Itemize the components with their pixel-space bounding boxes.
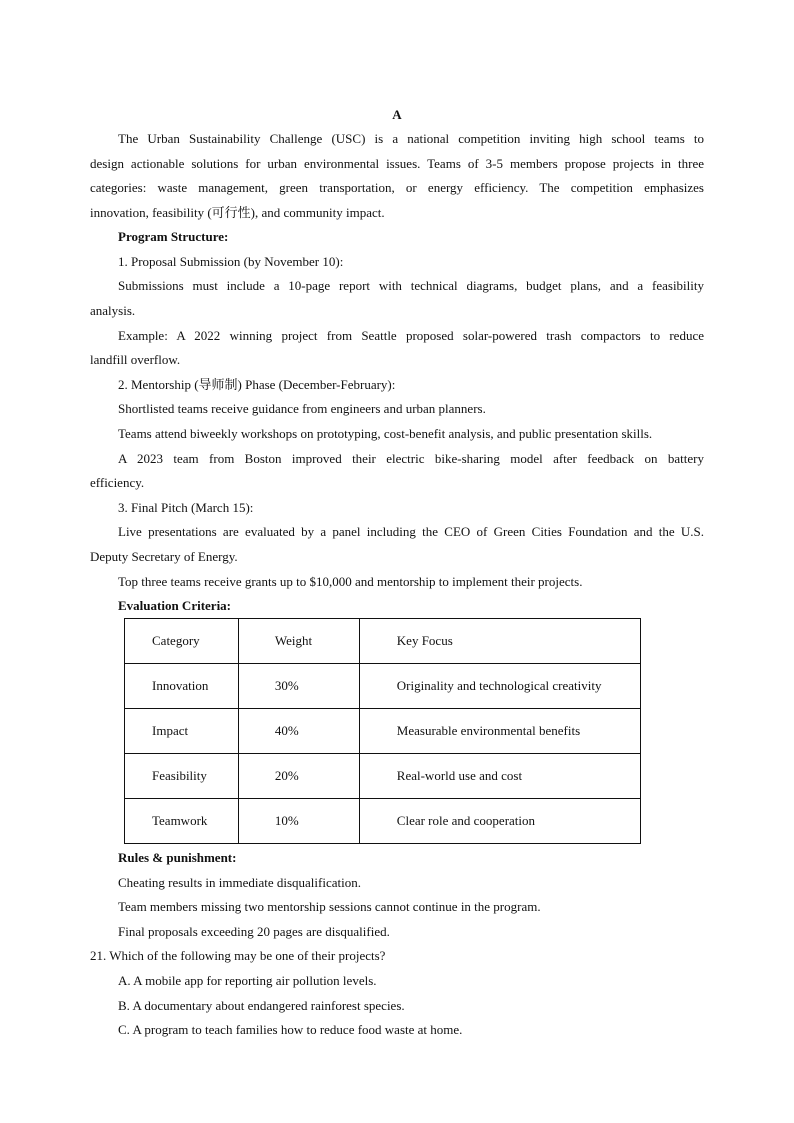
cell-key-focus: Real-world use and cost [359, 754, 640, 799]
table-row [125, 664, 641, 709]
cell-category: Feasibility [125, 754, 239, 799]
cell-category: Impact [125, 709, 239, 754]
section-2-para-c-line-2: efficiency. [90, 475, 145, 490]
cell-weight: 30% [238, 664, 359, 709]
program-structure-heading: Program Structure: [118, 229, 229, 244]
table-header-row [125, 619, 641, 664]
section-2-para-a: Shortlisted teams receive guidance from engineers and urban planners. [118, 401, 486, 416]
evaluation-criteria-heading: Evaluation Criteria: [118, 598, 232, 613]
table-row [125, 709, 641, 754]
cell-weight: 10% [238, 799, 359, 844]
question-stem: 21. Which of the following may be one of their projects? [90, 948, 386, 963]
intro-line-4: innovation, feasibility (可行性), and community impact. [90, 205, 385, 220]
section-3-para-b: Top three teams receive grants up to $10,000 and mentorship to implement their projects. [118, 574, 583, 589]
rule-3: Final proposals exceeding 20 pages are disqualified. [118, 924, 390, 939]
cell-weight: 20% [238, 754, 359, 799]
header-category: Category [125, 619, 239, 664]
intro-line-2: design actionable solutions for urban environmental issues. Teams of 3-5 members propose projects in three [90, 156, 704, 171]
intro-line-3: categories: waste management, green transportation, or energy efficiency. The competition emphasizes [90, 180, 704, 195]
cell-category: Innovation [125, 664, 239, 709]
header-weight: Weight [238, 619, 359, 664]
passage-title: A [392, 107, 402, 122]
header-key-focus: Key Focus [359, 619, 640, 664]
table-row [125, 754, 641, 799]
rule-1: Cheating results in immediate disqualification. [118, 875, 361, 890]
section-2-para-b: Teams attend biweekly workshops on prototyping, cost-benefit analysis, and public presentation skills. [118, 426, 653, 441]
rules-heading: Rules & punishment: [118, 850, 237, 865]
evaluation-criteria-table [124, 618, 641, 844]
section-3-para-a-line-2: Deputy Secretary of Energy. [90, 549, 238, 564]
cell-weight: 40% [238, 709, 359, 754]
cell-category: Teamwork [125, 799, 239, 844]
option-a: A. A mobile app for reporting air pollution levels. [118, 973, 377, 988]
section-2-title: 2. Mentorship (导师制) Phase (December-February): [118, 377, 396, 392]
cell-key-focus: Originality and technological creativity [359, 664, 640, 709]
table-row [125, 799, 641, 844]
section-3-title: 3. Final Pitch (March 15): [118, 500, 254, 515]
section-2-para-c-line-1: A 2023 team from Boston improved their electric bike-sharing model after feedback on battery [118, 451, 704, 466]
section-1-para-b-line-1: Example: A 2022 winning project from Seattle proposed solar-powered trash compactors to reduce [118, 328, 704, 343]
cell-key-focus: Clear role and cooperation [359, 799, 640, 844]
section-1-para-b-line-2: landfill overflow. [90, 352, 181, 367]
section-1-para-a-line-1: Submissions must include a 10-page report with technical diagrams, budget plans, and a feasibility [118, 278, 704, 293]
rule-2: Team members missing two mentorship sessions cannot continue in the program. [118, 899, 541, 914]
section-1-title: 1. Proposal Submission (by November 10): [118, 254, 344, 269]
cell-key-focus: Measurable environmental benefits [359, 709, 640, 754]
option-c: C. A program to teach families how to reduce food waste at home. [118, 1022, 463, 1037]
section-1-para-a-line-2: analysis. [90, 303, 136, 318]
option-b: B. A documentary about endangered rainforest species. [118, 998, 405, 1013]
intro-line-1: The Urban Sustainability Challenge (USC) is a national competition inviting high school teams to [118, 131, 704, 146]
section-3-para-a-line-1: Live presentations are evaluated by a panel including the CEO of Green Cities Foundation and the U.S. [118, 524, 704, 539]
